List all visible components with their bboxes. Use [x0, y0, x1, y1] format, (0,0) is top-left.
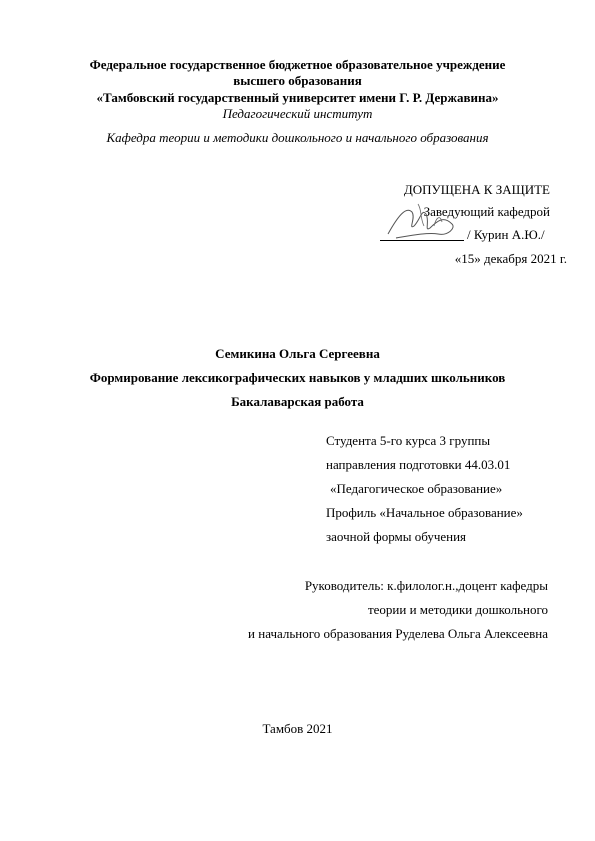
student-line-3: «Педагогическое образование»: [330, 481, 503, 496]
approval-date: «15» декабря 2021 г.: [454, 251, 567, 266]
department-name: Кафедра теории и методики дошкольного и начального образования: [106, 130, 489, 145]
header-line-1: Федеральное государственное бюджетное образовательное учреждение: [89, 57, 506, 72]
work-topic: Формирование лексикографических навыков у младших школьников: [89, 370, 506, 385]
header-line-2: высшего образования: [233, 73, 362, 88]
author-name: Семикина Ольга Сергеевна: [215, 346, 380, 361]
approval-title: ДОПУЩЕНА К ЗАЩИТЕ: [403, 182, 550, 197]
city-year: Тамбов 2021: [262, 721, 333, 736]
approval-role: Заведующий кафедрой: [423, 204, 550, 219]
work-type: Бакалаварская работа: [231, 394, 364, 409]
supervisor-line-2: теории и методики дошкольного: [367, 602, 548, 617]
student-line-4: Профиль «Начальное образование»: [326, 505, 523, 520]
signature-image: [378, 196, 466, 244]
student-line-1: Студента 5-го курса 3 группы: [326, 433, 491, 448]
institute-name: Педагогический институт: [222, 106, 373, 121]
signature-line: [380, 240, 464, 241]
student-line-5: заочной формы обучения: [326, 529, 467, 544]
student-line-2: направления подготовки 44.03.01: [326, 457, 511, 472]
header-line-3: «Тамбовский государственный университет имени Г. Р. Державина»: [96, 90, 499, 105]
approval-name: / Курин А.Ю./: [467, 227, 545, 242]
supervisor-line-3: и начального образования Руделева Ольга Алексеевна: [248, 626, 548, 641]
supervisor-line-1: Руководитель: к.филолог.н.,доцент кафедры: [304, 578, 548, 593]
